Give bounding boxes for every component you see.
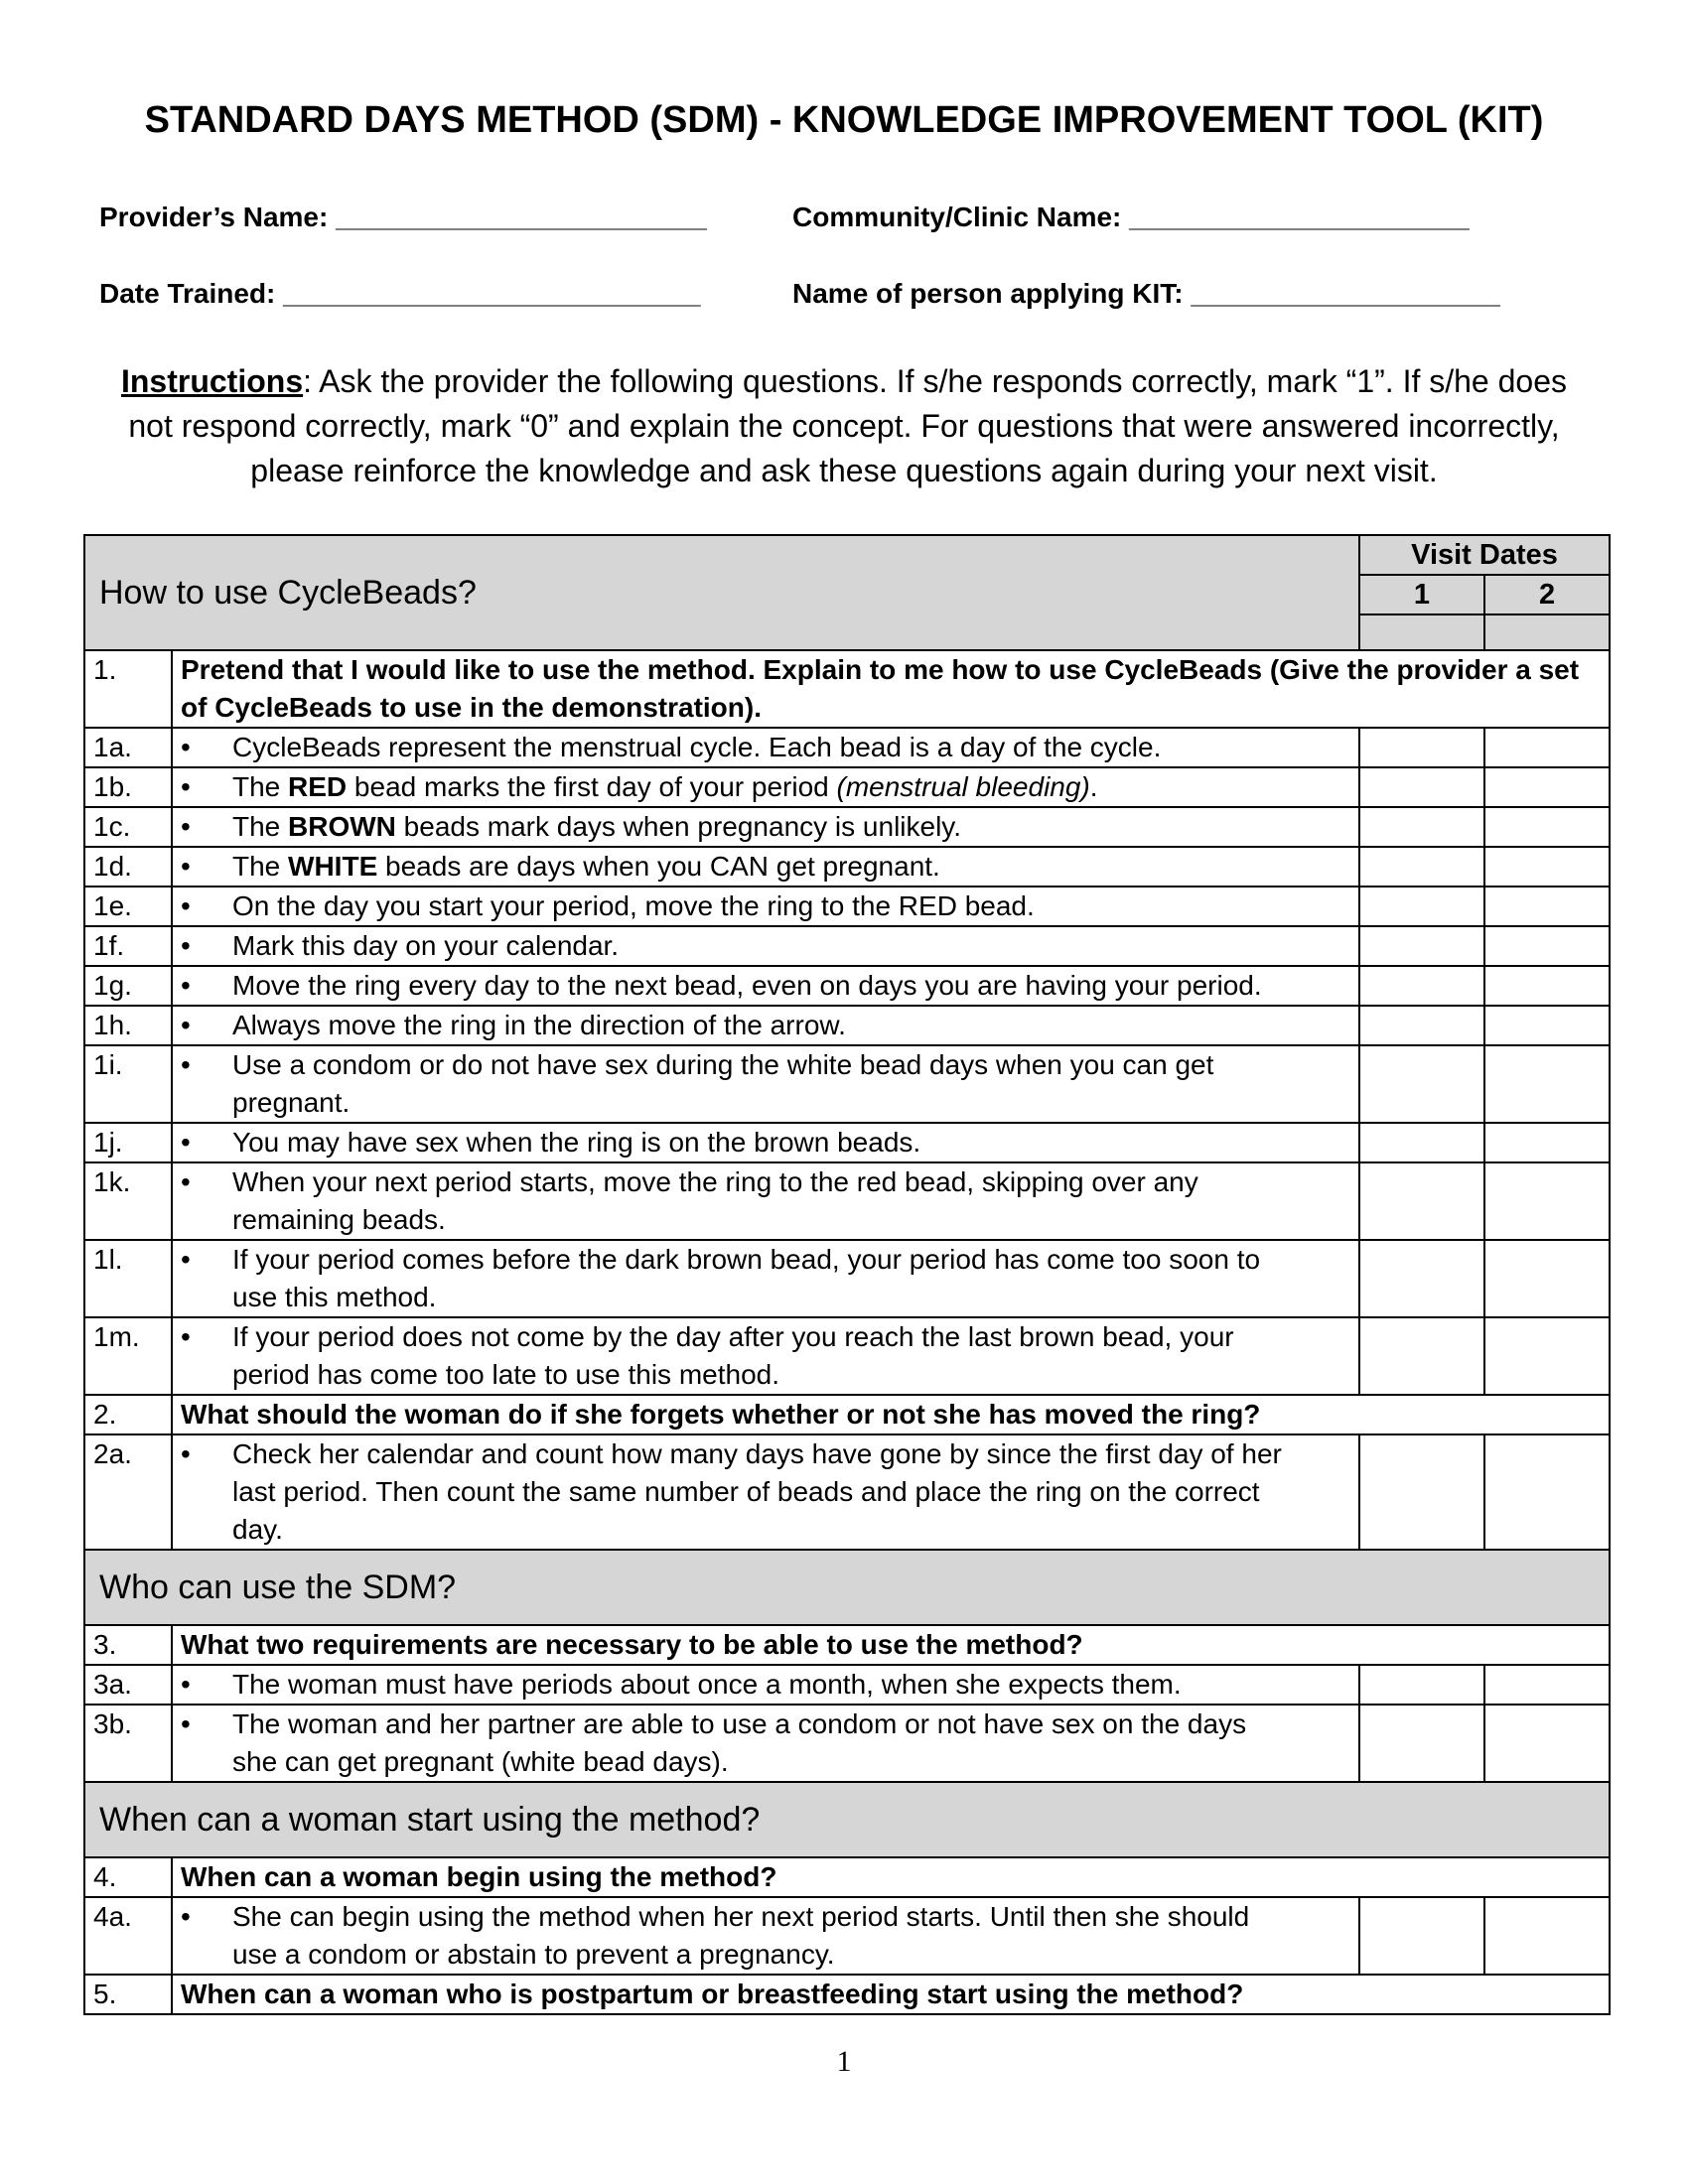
row-number: 1j. [84,1123,172,1162]
row-number: 1h. [84,1006,172,1045]
visit-2-header: 2 [1484,575,1610,614]
row-number: 5. [84,1975,172,2014]
item-text [172,1665,1359,1705]
row-number: 1f. [84,926,172,966]
bullet-icon: • [181,1127,191,1158]
item-text [172,1162,1359,1240]
visit-1-score-cell[interactable] [1359,966,1484,1006]
item-row [84,1240,1610,1317]
item-statement [232,808,1295,846]
bullet-icon: • [181,930,191,961]
visit-1-score-cell[interactable] [1359,807,1484,847]
page-title: STANDARD DAYS METHOD (SDM) - KNOWLEDGE IMPROVEMENT TOOL (KIT) [144,99,1544,141]
item-prefix: The [232,851,289,882]
bullet-icon: • [181,890,191,921]
instructions [109,359,1579,493]
visit-2-score-cell[interactable] [1484,1045,1610,1123]
item-body: If your period does not come by the day after you reach the last brown bead, your period has come too late to use this method. [232,1321,1234,1390]
visit-2-score-cell[interactable] [1484,1240,1610,1317]
visit-1-score-cell[interactable] [1359,1162,1484,1240]
item-row [84,807,1610,847]
visit-1-score-cell[interactable] [1359,887,1484,926]
question-text: When can a woman who is postpartum or breastfeeding start using the method? [172,1975,1610,2014]
row-number: 1m. [84,1317,172,1395]
item-text [172,1045,1359,1123]
item-body: The woman and her partner are able to use a condom or not have sex on the days she can get pregnant (white bead days). [232,1708,1247,1777]
row-number: 1a. [84,728,172,767]
item-body: beads mark days when pregnancy is unlikely. [395,811,962,842]
row-number: 1e. [84,887,172,926]
visit-2-score-cell[interactable] [1484,1123,1610,1162]
item-prefix: The [232,771,289,802]
item-prefix: The [232,811,289,842]
visit-dates-header: Visit Dates [1359,535,1610,575]
question-text: What should the woman do if she forgets whether or not she has moved the ring? [172,1395,1610,1434]
item-color-word: WHITE [288,851,378,882]
item-color-word: RED [288,771,348,802]
row-number: 2a. [84,1434,172,1550]
item-body: Use a condom or do not have sex during the white bead days when you can get pregnant. [232,1049,1214,1118]
visit-1-score-cell[interactable] [1359,1705,1484,1782]
item-body: Move the ring every day to the next bead, even on days you are having your period. [232,970,1262,1001]
section-title: Who can use the SDM? [84,1550,1610,1625]
row-number: 3. [84,1625,172,1665]
visit-1-score-cell[interactable] [1359,1897,1484,1975]
item-body: CycleBeads represent the menstrual cycle. Each bead is a day of the cycle. [232,732,1162,762]
item-text [172,887,1359,926]
item-row [84,1162,1610,1240]
row-number: 1i. [84,1045,172,1123]
item-body: beads are days when you CAN get pregnant. [377,851,940,882]
provider-name-field[interactable]: Provider’s Name: ________________________ [99,202,707,232]
item-body: When your next period starts, move the ring to the red bead, skipping over any remaining beads. [232,1166,1198,1235]
row-number: 3a. [84,1665,172,1705]
bullet-icon: • [181,970,191,1001]
bullet-icon: • [181,1669,191,1700]
visit-1-score-cell[interactable] [1359,1434,1484,1550]
item-body: The woman must have periods about once a month, when she expects them. [232,1669,1182,1700]
visit-1-score-cell[interactable] [1359,728,1484,767]
item-text [172,926,1359,966]
question-row [84,1975,1610,2014]
visit-1-header: 1 [1359,575,1484,614]
item-body: On the day you start your period, move the ring to the RED bead. [232,890,1035,921]
question-row [84,1625,1610,1665]
kit-table [83,534,1611,2015]
item-text [172,767,1359,807]
item-body: Always move the ring in the direction of the arrow. [232,1010,846,1040]
item-text [172,728,1359,767]
item-statement [232,848,1295,886]
row-number: 1k. [84,1162,172,1240]
instructions-text: : Ask the provider the following questions. If s/he responds correctly, mark “1”. If s/he does not respond correctly, mark “0” and explain the concept. For questions that were answered incorrectly, please reinforce the knowledge and ask these questions again during your next visit. [128,363,1567,488]
item-statement [232,1241,1295,1316]
item-italic: (menstrual bleeding) [836,771,1090,802]
visit-1-score-cell[interactable] [1359,1317,1484,1395]
item-body: She can begin using the method when her next period starts. Until then she should use a condom or abstain to prevent a pregnancy. [232,1901,1250,1970]
row-number: 3b. [84,1705,172,1782]
question-row [84,1395,1610,1434]
visit-2-score-cell[interactable] [1484,1434,1610,1550]
row-number: 2. [84,1395,172,1434]
bullet-icon: • [181,1010,191,1040]
item-text [172,1434,1359,1550]
bullet-icon: • [181,851,191,882]
visit-1-score-cell[interactable] [1359,767,1484,807]
bullet-icon: • [181,771,191,802]
visit-2-score-cell[interactable] [1484,847,1610,887]
item-statement [232,967,1295,1005]
item-text [172,1705,1359,1782]
instructions-label: Instructions [120,363,304,399]
visit-2-score-cell[interactable] [1484,1162,1610,1240]
visit-2-score-cell[interactable] [1484,1665,1610,1705]
item-text [172,1897,1359,1975]
item-row [84,728,1610,767]
item-row [84,926,1610,966]
visit-1-score-cell[interactable] [1359,1045,1484,1123]
item-statement [232,1046,1295,1122]
bullet-icon: • [181,1438,191,1469]
visit-2-score-cell[interactable] [1484,767,1610,807]
item-row [84,1434,1610,1550]
item-statement [232,1007,1295,1044]
visit-2-score-cell[interactable] [1484,728,1610,767]
row-number: 1c. [84,807,172,847]
visit-2-score-cell[interactable] [1484,966,1610,1006]
item-statement [232,1318,1295,1394]
item-row [84,1665,1610,1705]
item-row [84,847,1610,887]
section-header [84,1550,1610,1625]
item-statement [232,768,1295,806]
bullet-icon: • [181,1901,191,1932]
bullet-icon: • [181,1244,191,1275]
item-statement [232,1666,1295,1704]
item-row [84,966,1610,1006]
item-body: Mark this day on your calendar. [232,930,620,961]
section-header [84,1782,1610,1857]
section-title: When can a woman start using the method? [84,1782,1610,1857]
section-header [84,535,1610,575]
row-number: 1. [84,650,172,728]
item-body: You may have sex when the ring is on the brown beads. [232,1127,921,1158]
visit-2-score-cell[interactable] [1484,1006,1610,1045]
question-text: Pretend that I would like to use the method. Explain to me how to use CycleBeads (Give the provider a set of CycleBeads to use in the demonstration). [172,650,1610,728]
item-body: Check her calendar and count how many days have gone by since the first day of her last period. Then count the same number of beads and place the ring on the correct day. [232,1438,1282,1545]
item-row [84,1123,1610,1162]
visit-1-score-cell[interactable] [1359,1665,1484,1705]
page-number: 1 [836,2045,852,2078]
item-statement [232,1435,1295,1549]
item-text [172,1006,1359,1045]
visit-1-score-cell[interactable] [1359,926,1484,966]
row-number: 1l. [84,1240,172,1317]
item-statement [232,1163,1295,1239]
visit-2-score-cell[interactable] [1484,807,1610,847]
bullet-icon: • [181,1708,191,1739]
item-body: If your period comes before the dark brown bead, your period has come too soon to use this method. [232,1244,1261,1312]
item-text [172,807,1359,847]
visit-2-score-cell[interactable] [1484,1317,1610,1395]
row-number: 1g. [84,966,172,1006]
visit-2-score-cell[interactable] [1484,926,1610,966]
community-clinic-field[interactable]: Community/Clinic Name: ______________________ [792,202,1470,232]
visit-2-score-cell[interactable] [1484,1897,1610,1975]
item-statement [232,1706,1295,1781]
visit-2-score-cell[interactable] [1484,1705,1610,1782]
item-text [172,847,1359,887]
row-number: 1b. [84,767,172,807]
item-text [172,1240,1359,1317]
visit-1-score-cell[interactable] [1359,1006,1484,1045]
person-applying-field[interactable]: Name of person applying KIT: ____________________ [792,278,1500,309]
item-statement [232,729,1295,766]
visit-2-date-cell[interactable] [1484,614,1610,650]
item-row [84,1317,1610,1395]
item-text [172,966,1359,1006]
item-row [84,1897,1610,1975]
date-trained-field[interactable]: Date Trained: ___________________________ [99,278,701,309]
visit-1-score-cell[interactable] [1359,847,1484,887]
visit-1-score-cell[interactable] [1359,1123,1484,1162]
item-row [84,1045,1610,1123]
bullet-icon: • [181,1049,191,1080]
item-text [172,1317,1359,1395]
row-number: 1d. [84,847,172,887]
visit-1-date-cell[interactable] [1359,614,1484,650]
item-statement [232,1898,1295,1974]
visit-2-score-cell[interactable] [1484,887,1610,926]
bullet-icon: • [181,811,191,842]
item-row [84,887,1610,926]
item-row [84,1705,1610,1782]
question-text: When can a woman begin using the method? [172,1857,1610,1897]
bullet-icon: • [181,1166,191,1197]
item-color-word: BROWN [288,811,396,842]
question-row [84,650,1610,728]
item-statement [232,927,1295,965]
visit-1-score-cell[interactable] [1359,1240,1484,1317]
question-text: What two requirements are necessary to be able to use the method? [172,1625,1610,1665]
item-statement [232,887,1295,925]
item-row [84,1006,1610,1045]
item-row [84,767,1610,807]
item-text [172,1123,1359,1162]
item-statement [232,1124,1295,1161]
item-suffix: . [1089,771,1098,802]
section-title: How to use CycleBeads? [84,535,1359,650]
question-row [84,1857,1610,1897]
row-number: 4. [84,1857,172,1897]
bullet-icon: • [181,1321,191,1352]
item-body: bead marks the first day of your period [347,771,837,802]
row-number: 4a. [84,1897,172,1975]
bullet-icon: • [181,732,191,762]
